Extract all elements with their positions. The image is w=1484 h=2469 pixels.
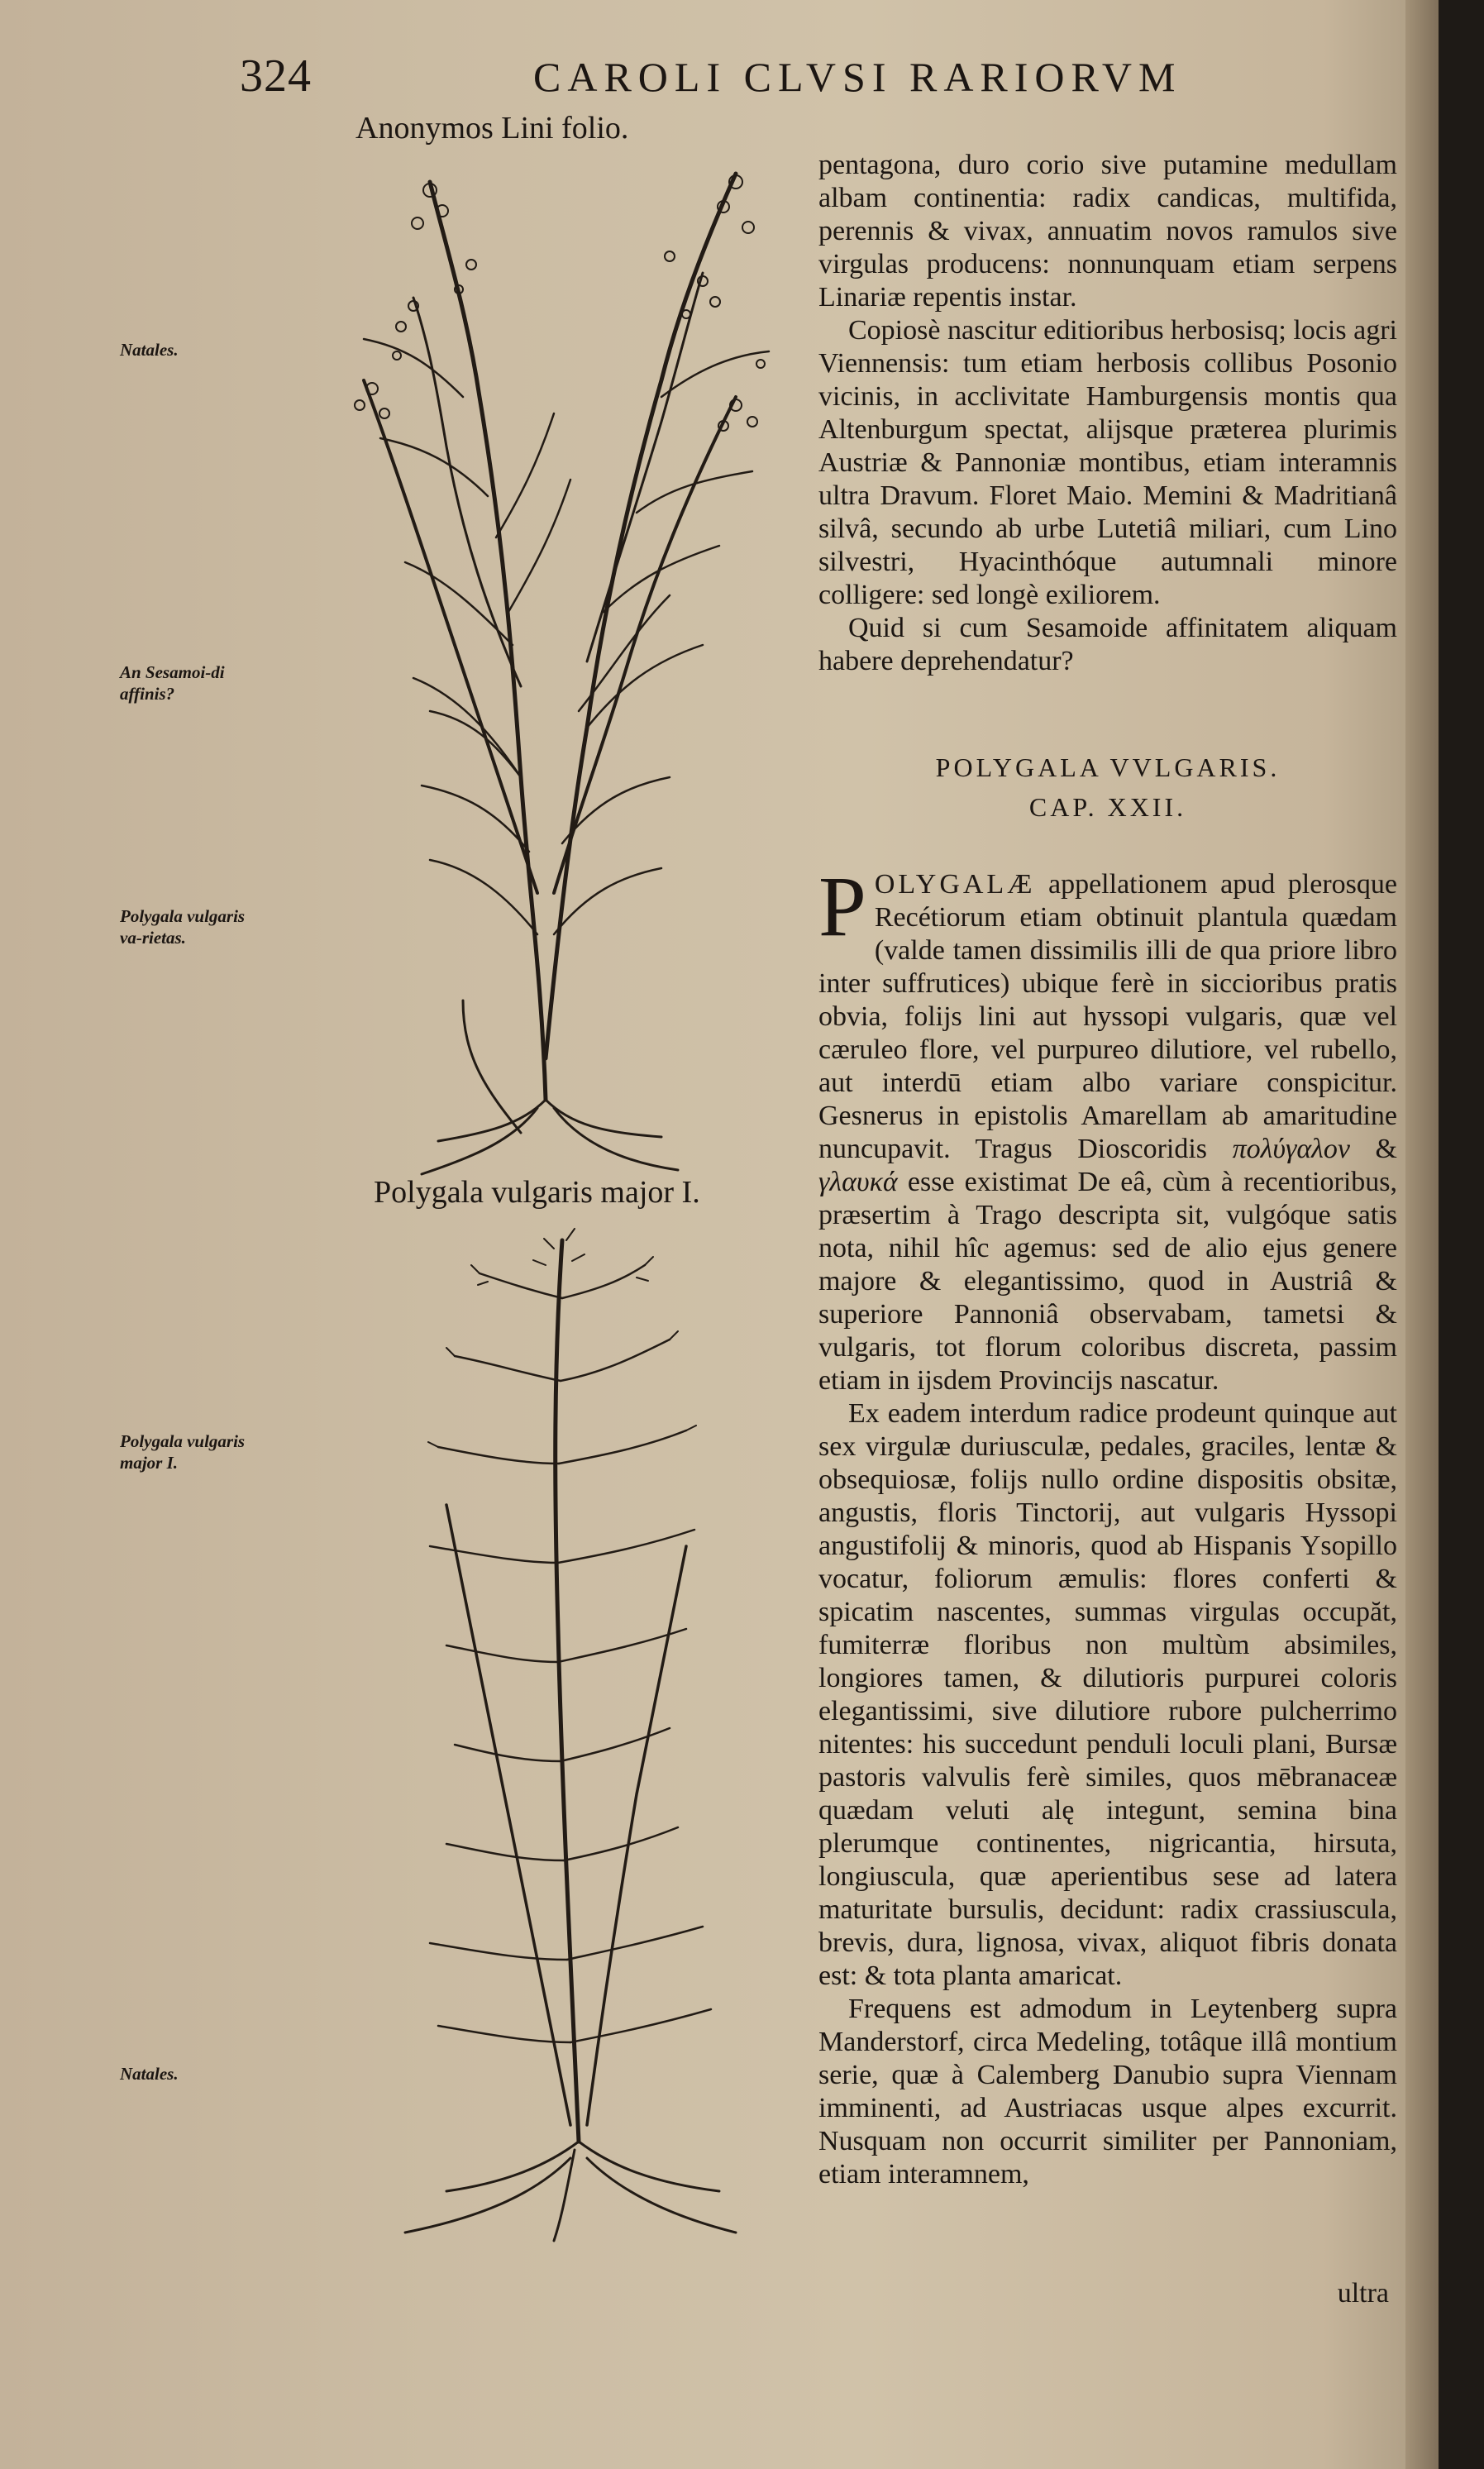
woodcut-polygala-vulgaris-major — [355, 1215, 752, 2257]
margin-note-varietas: Polygala vulgaris va-rietas. — [120, 906, 246, 948]
paragraph-intro-join: & — [1350, 1134, 1398, 1164]
paragraph-description-end: pentagona, duro corio sive putamine medullam albam continentia: radix candicas, multifida, perennis & vivax, annuatim novos ramulos sive virgulas producens: nonnunquam etiam serpens Linariæ repentis instar. — [818, 150, 1397, 313]
caption-polygala-major: Polygala vulgaris major I. — [374, 1175, 700, 1210]
margin-note-natales-1: Natales. — [120, 340, 179, 360]
page-number: 324 — [240, 50, 312, 102]
paragraph-affinity: Quid si cum Sesamoide affinitatem aliquam habere deprehendatur? — [818, 613, 1397, 676]
page-edge-shadow — [1405, 0, 1439, 2469]
lead-word: OLYGALÆ — [874, 869, 1036, 900]
running-head: CAROLI CLVSI RARIORVM — [533, 54, 1182, 100]
paragraph-intro-end: esse existimat De eâ, cùm à recentioribus, præsertim à Trago descripta sit, vulgóque satis nota, nihil hîc agemus: sed de alio ejus genere majore & elegantissimo, quod in Austriâ & superiore Pannoniâ observabam, tametsi & vulgaris, tot florum coloribus discreta, passim etiam in ijsdem Provincijs nascatur. — [818, 1167, 1397, 1396]
greek-term-1: πολύγαλον — [1232, 1134, 1351, 1164]
paragraph-description: Ex eadem interdum radice prodeunt quinque aut sex virgulæ duriusculæ, pedales, graciles, lentæ & obsequiosæ, folijs nullo ordine dispositis obsitæ, angustis, floris Tinctorij, aut vulgaris Hyssopi angustifolij & minoris, quod ab Hispanis Ysopillo vocatur, foliorum æmulis: flores conferti & spicatim nascentes, summas virgulas occupăt, fumiterræ floribus non multùm absimiles, longiores tamen, & dilutioris purpurei coloris elegantissimi, sive dilutiore rubore pulcherrimo nitentes: his succedunt penduli loculi plani, Bursæ pastoris valvulis ferè similes, quos mēbranaceæ quædam veluti alę integunt, semina bina plerumque continentes, nigricantia, hirsuta, longiuscula, quæ aperientibus sese ad latera maturitate bursulis, decidunt: radix crassiuscula, brevis, dura, lignosa, vivax, aliquot fibris donata est: & tota planta amaricat. — [818, 1398, 1397, 1991]
text-column-lower — [818, 859, 1398, 2191]
catchword: ultra — [1337, 2278, 1389, 2309]
paragraph-intro — [818, 859, 1398, 1397]
chapter-title: POLYGALA VVLGARIS. — [935, 752, 1281, 782]
woodcut-anonymos-lini-folio — [273, 149, 810, 1182]
paragraph-intro-text: appellationem apud plerosque Recétiorum etiam obtinuit plantula quædam (valde tamen dissimilis illi de qua priore libro inter suffrutices) ubique ferè in siccioribus pratis obvia, folijs lini aut hyssopi vulgaris, quæ vel cæruleo flore, vel purpureo dilutiore, vel rubello, aut interdū etiam albo variare conspicitur. Gesnerus in epistolis Amarellam ab amaritudine nuncupavit. Tragus Dioscoridis — [818, 869, 1397, 1164]
greek-term-2: γλαυκά — [818, 1167, 898, 1197]
drop-cap: P — [818, 859, 866, 954]
margin-note-sesamoides: An Sesamoi-di affinis? — [120, 662, 225, 704]
page-header — [240, 50, 1414, 116]
margin-note-major: Polygala vulgaris major I. — [120, 1431, 246, 1473]
margin-note-natales-2: Natales. — [120, 2064, 179, 2084]
chapter-number: CAP. XXII. — [1028, 792, 1187, 822]
paragraph-habitat: Copiosè nascitur editioribus herbosisq; locis agri Viennensis: tum etiam herbosis collibus Posonio vicinis, in acclivitate Hamburgensis montis qua Altenburgum spectat, alijsque præterea plurimis Austriæ & Pannoniæ montibus, etiam interamnis ultra Dravum. Floret Maio. Memini & Madritianâ silvâ, secundo ab urbe Lutetiâ miliari, cum Lino silvestri, Hyacinthóque autumnali minore colligere: sed longè exiliorem. — [818, 315, 1397, 610]
paragraph-locality: Frequens est admodum in Leytenberg supra Manderstorf, circa Medeling, totâque illâ montium serie, quæ à Calemberg Danubio supra Viennam imminenti, ad Austriacas usque alpes excurrit. Nusquam non occurrit similiter per Pannoniam, etiam interamnem, — [818, 1994, 1397, 2190]
text-column-upper — [818, 149, 1397, 678]
caption-anonymos: Anonymos Lini folio. — [355, 111, 629, 146]
